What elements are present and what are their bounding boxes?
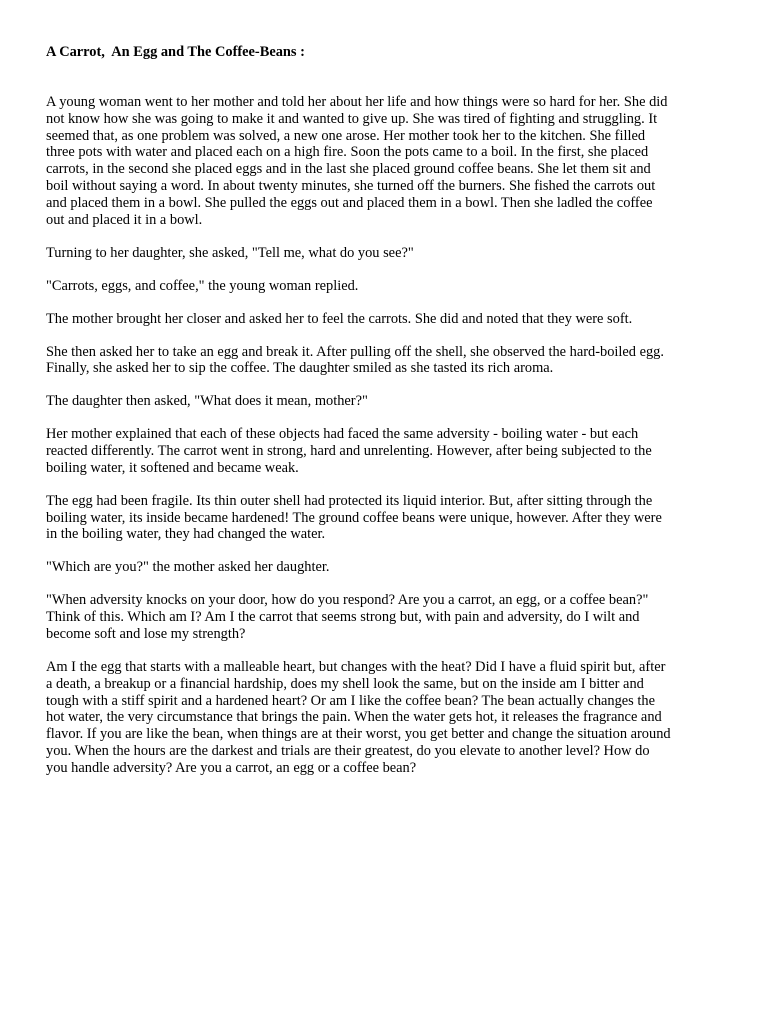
paragraph-question: Turning to her daughter, she asked, "Tell me, what do you see?" (46, 244, 414, 261)
paragraph-reply: "Carrots, eggs, and coffee," the young woman replied. (46, 277, 359, 294)
paragraph-carrots: The mother brought her closer and asked her to feel the carrots. She did and noted that they were soft. (46, 310, 633, 327)
document-body (46, 94, 722, 793)
paragraph-egg-fragile: The egg had been fragile. Its thin outer shell had protected its liquid interior. But, after sitting through the boiling water, its inside became hardened! The ground coffee beans were unique, however. After they were in the boiling water, they had changed the water. (46, 492, 662, 543)
paragraph-conclusion: Am I the egg that starts with a malleable heart, but changes with the heat? Did I have a fluid spirit but, after a death, a breakup or a financial hardship, does my shell look the same, but on the inside am I bitter and tough with a stiff spirit and a hardened heart? Or am I like the coffee bean? The bean actually changes the hot water, the very circumstance that brings the pain. When the water gets hot, it releases the fragrance and flavor. If you are like the bean, when things are at their worst, you get better and change the situation around you. When the hours are the darkest and trials are their greatest, do you elevate to another level? How do you handle adversity? Are you a carrot, an egg or a coffee bean? (46, 659, 671, 776)
paragraph-egg-coffee: She then asked her to take an egg and break it. After pulling off the shell, she observed the hard-boiled egg. Finally, she asked her to sip the coffee. The daughter smiled as she tasted its rich aroma. (46, 343, 664, 377)
paragraph-adversity: "When adversity knocks on your door, how do you respond? Are you a carrot, an egg, or a coffee bean?" Think of this. Which am I? Am I the carrot that seems strong but, with pain and adversity, do I wilt and become soft and lose my strength? (46, 592, 649, 643)
paragraph-intro: A young woman went to her mother and told her about her life and how things were so hard for her. She did not know how she was going to make it and wanted to give up. She was tired of fighting and struggling. It seemed that, as one problem was solved, a new one arose. Her mother took her to the kitchen. She filled three pots with water and placed each on a high fire. Soon the pots came to a boil. In the first, she placed carrots, in the second she placed eggs and in the last she placed ground coffee beans. She let them sit and boil without saying a word. In about twenty minutes, she turned off the burners. She fished the carrots out and placed them in a bowl. She pulled the eggs out and placed them in a bowl. Then she ladled the coffee out and placed it in a bowl. (46, 94, 668, 228)
paragraph-which-are-you: "Which are you?" the mother asked her daughter. (46, 559, 330, 576)
document-title: A Carrot, An Egg and The Coffee-Beans : (46, 44, 305, 60)
paragraph-daughter-asks: The daughter then asked, "What does it mean, mother?" (46, 393, 368, 410)
paragraph-explanation: Her mother explained that each of these objects had faced the same adversity - boiling water - but each reacted differently. The carrot went in strong, hard and unrelenting. However, after being subjected to the boiling water, it softened and became weak. (46, 426, 652, 476)
